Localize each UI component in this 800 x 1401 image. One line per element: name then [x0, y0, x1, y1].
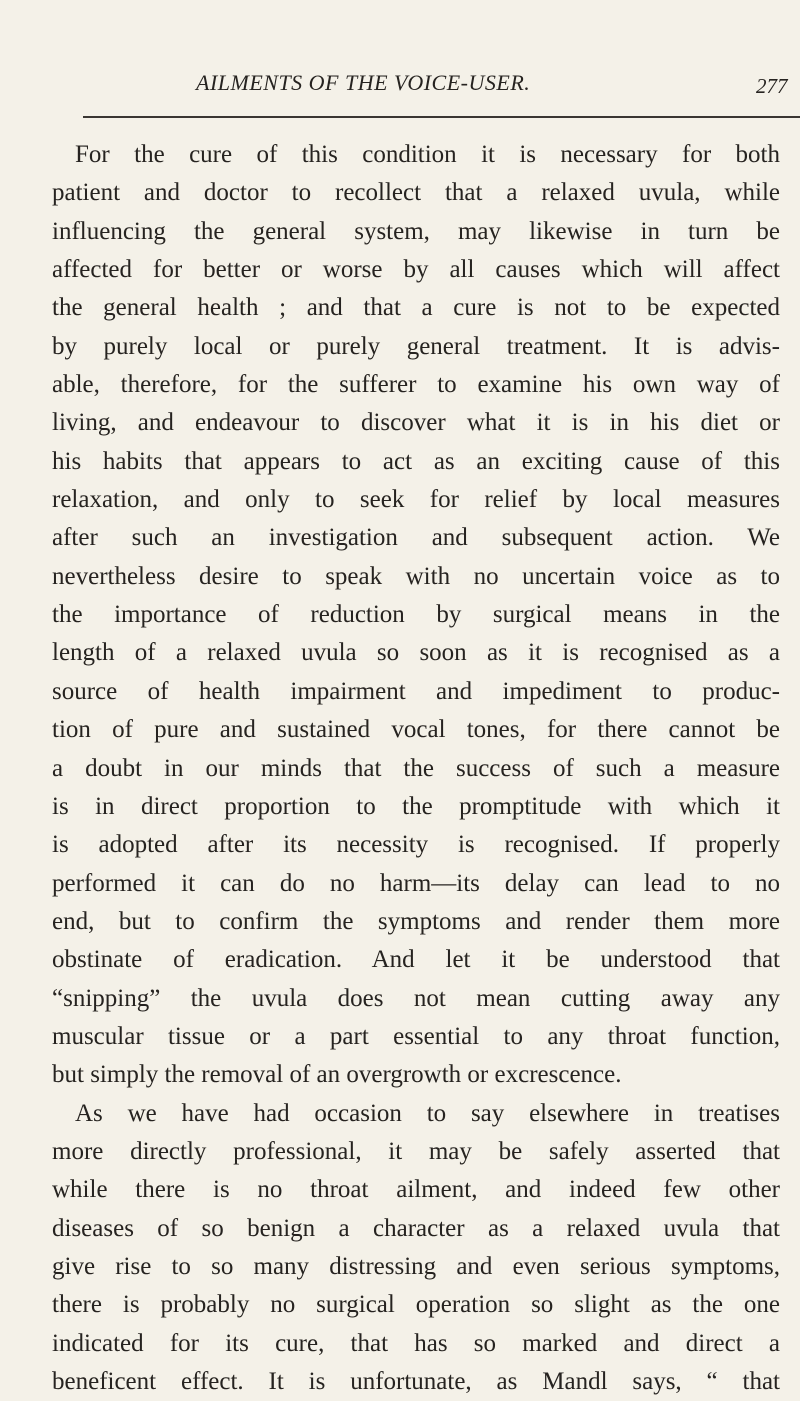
page-number: 277: [756, 74, 788, 98]
text-line: obstinate of eradication. And let it be understood that: [52, 946, 780, 974]
text-line: a doubt in our minds that the success of such a measure: [52, 754, 780, 782]
text-line: his habits that appears to act as an exciting cause of this: [52, 447, 780, 475]
text-line: patient and doctor to recollect that a relaxed uvula, while: [52, 179, 780, 207]
text-line: beneficent effect. It is unfortunate, as Mandl says, “ that: [52, 1368, 780, 1395]
text-line: diseases of so benign a character as a relaxed uvula that: [52, 1214, 780, 1242]
text-line: “snipping” the uvula does not mean cutting away any: [52, 984, 780, 1012]
text-line: end, but to confirm the symptoms and render them more: [52, 907, 780, 935]
text-line: able, therefore, for the sufferer to examine his own way of: [52, 371, 780, 399]
text-line: tion of pure and sustained vocal tones, for there cannot be: [52, 716, 780, 744]
text-line: source of health impairment and impediment to produc-: [52, 677, 780, 705]
text-line: influencing the general system, may likewise in turn be: [52, 217, 780, 245]
text-line: there is probably no surgical operation so slight as the one: [52, 1291, 780, 1319]
text-line: living, and endeavour to discover what it is in his diet or: [52, 409, 780, 437]
text-line: affected for better or worse by all causes which will affect: [52, 256, 780, 284]
text-line: while there is no throat ailment, and indeed few other: [52, 1176, 780, 1204]
text-line: relaxation, and only to seek for relief by local measures: [52, 486, 780, 514]
running-head-title: AILMENTS OF THE VOICE-USER.: [196, 70, 531, 95]
text-line: indicated for its cure, that has so marked and direct a: [52, 1329, 780, 1357]
text-line: the general health ; and that a cure is not to be expected: [52, 294, 780, 322]
body-text: [52, 136, 780, 1401]
text-line: by purely local or purely general treatment. It is advis-: [52, 332, 780, 360]
text-line: after such an investigation and subsequent action. We: [52, 524, 780, 552]
header-rule: [83, 116, 800, 118]
text-line: length of a relaxed uvula so soon as it is recognised as a: [52, 639, 780, 667]
text-line: the importance of reduction by surgical means in the: [52, 601, 780, 629]
text-line: is in direct proportion to the promptitude with which it: [52, 792, 780, 820]
text-line: more directly professional, it may be safely asserted that: [52, 1137, 780, 1165]
text-line: but simply the removal of an overgrowth or excrescence.: [52, 1061, 622, 1089]
text-line: nevertheless desire to speak with no uncertain voice as to: [52, 562, 780, 590]
text-line: muscular tissue or a part essential to any throat function,: [52, 1022, 780, 1050]
text-line: For the cure of this condition it is necessary for both: [75, 141, 780, 168]
text-line: As we have had occasion to say elsewhere in treatises: [75, 1099, 780, 1127]
text-line: performed it can do no harm—its delay can lead to no: [52, 869, 780, 897]
text-line: is adopted after its necessity is recognised. If properly: [52, 831, 780, 859]
text-line: give rise to so many distressing and even serious symptoms,: [52, 1252, 780, 1280]
